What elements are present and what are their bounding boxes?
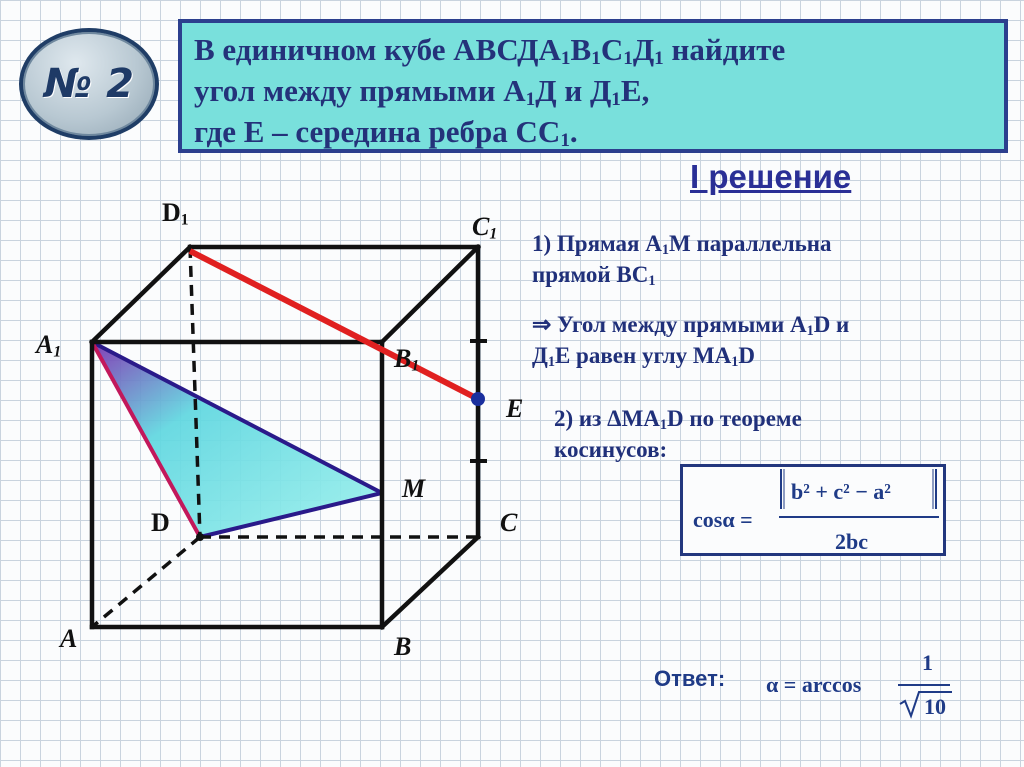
answer-lhs: α = arccos <box>766 672 862 697</box>
label-b1: $B_1$ <box>394 344 420 375</box>
solution-heading: I решение <box>690 158 852 195</box>
cosine-formula <box>683 467 949 559</box>
label-b: B <box>394 632 412 661</box>
task-line-2: угол между прямыми $А_1Д$ и $Д_1Е$, <box>194 73 650 111</box>
answer-formula <box>764 646 964 722</box>
label-c: C <box>500 508 518 537</box>
point-e <box>471 392 485 406</box>
step-2: 2) из $\Delta МА_1D$ по теореме косинусов: <box>554 406 802 462</box>
edge-b-c <box>382 537 478 627</box>
hidden-edge-d-a <box>92 537 200 627</box>
point-d <box>196 533 204 541</box>
label-e: E <box>506 394 524 423</box>
cube-diagram <box>0 0 540 700</box>
formula-denominator: 2bc <box>835 529 868 554</box>
edge-a1-d1 <box>92 247 190 342</box>
edge-b1-c1 <box>382 247 478 342</box>
task-line-1: В единичном кубе $АВСДА_1В_1С_1Д_1$ найдите <box>194 32 786 70</box>
cosine-formula-box <box>680 464 946 556</box>
formula-lhs: cosα = <box>693 507 753 532</box>
triangle-a1-d-m <box>92 342 382 537</box>
label-a1: $A_1$ <box>36 330 62 361</box>
label-d1: $D_1$ <box>162 198 189 229</box>
answer-label: Ответ: <box>654 666 726 691</box>
formula-numerator: b² + c² − a² <box>791 479 891 504</box>
label-a: A <box>60 624 78 653</box>
answer-numerator: 1 <box>922 650 933 675</box>
task-line-3: где Е – середина ребра $СС_1$. <box>194 114 578 152</box>
segment-d1-e <box>190 251 478 399</box>
label-c1: $C_1$ <box>472 212 498 243</box>
problem-number: № 2 <box>44 61 134 107</box>
answer-denominator: 10 <box>924 694 946 719</box>
step-1-conclusion: ⇒ Угол между прямыми $А_1D$ и $Д_1Е$ равен углу $МА_1D$ <box>532 312 850 371</box>
label-m: M <box>402 474 426 503</box>
label-d: D <box>151 508 170 537</box>
step-1: 1) Прямая $А_1М$ параллельна прямой $ВС_1$ <box>532 231 832 290</box>
